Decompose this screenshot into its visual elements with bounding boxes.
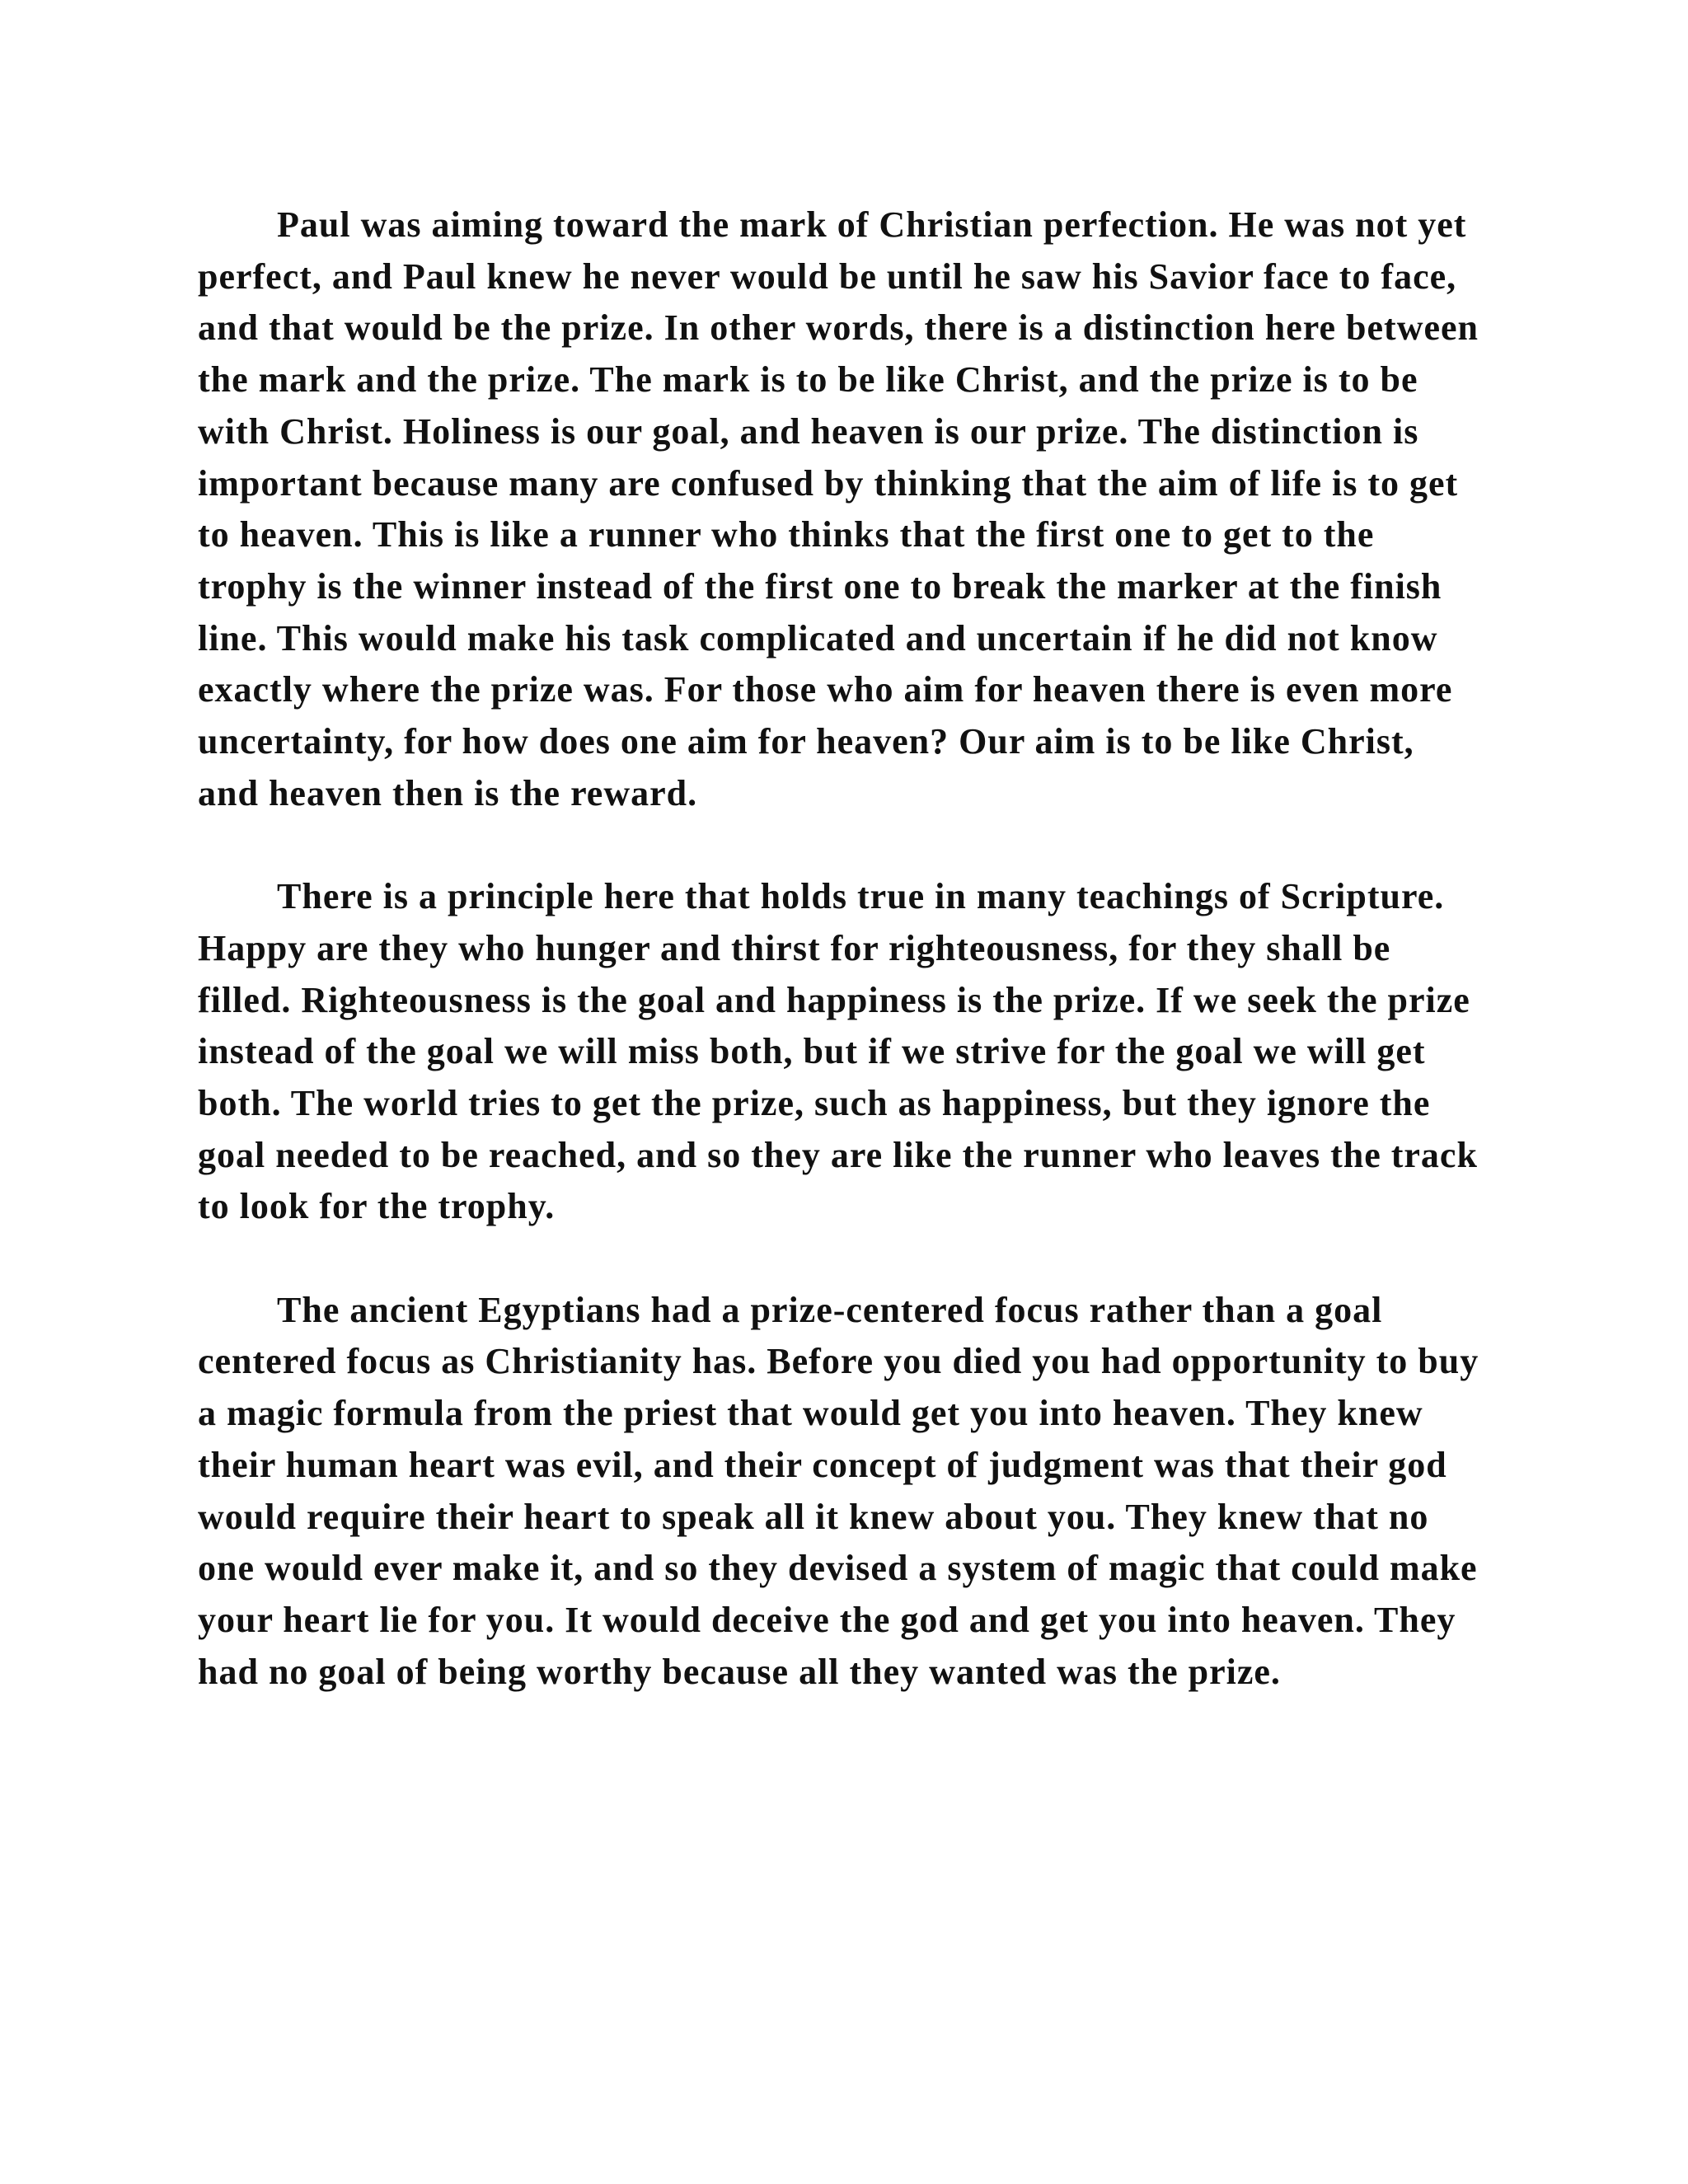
- document-body: [198, 199, 1484, 1698]
- paragraph-1: Paul was aiming toward the mark of Christian perfection. He was not yet perfect, and Paul knew he never would be until he saw his Savior face to face, and that would be the prize. In other words, there is a distinction here between the mark and the prize. The mark is to be like Christ, and the prize is to be with Christ. Holiness is our goal, and heaven is our prize. The distinction is important because many are confused by thinking that the aim of life is to get to heaven. This is like a runner who thinks that the first one to get to the trophy is the winner instead of the first one to break the marker at the finish line. This would make his task complicated and uncertain if he did not know exactly where the prize was. For those who aim for heaven there is even more uncertainty, for how does one aim for heaven? Our aim is to be like Christ, and heaven then is the reward.: [198, 204, 1479, 813]
- paragraph-2: There is a principle here that holds true in many teachings of Scripture. Happy are they who hunger and thirst for righteousness, for they shall be filled. Righteousness is the goal and happiness is the prize. If we seek the prize instead of the goal we will miss both, but if we strive for the goal we will get both. The world tries to get the prize, such as happiness, but they ignore the goal needed to be reached, and so they are like the runner who leaves the track to look for the trophy.: [198, 876, 1478, 1227]
- paragraph-3: The ancient Egyptians had a prize-centered focus rather than a goal centered focus as Christianity has. Before you died you had opportunity to buy a magic formula from the priest that would get you into heaven. They knew their human heart was evil, and their concept of judgment was that their god would require their heart to speak all it knew about you. They knew that no one would ever make it, and so they devised a system of magic that could make your heart lie for you. It would deceive the god and get you into heaven. They had no goal of being worthy because all they wanted was the prize.: [198, 1289, 1479, 1692]
